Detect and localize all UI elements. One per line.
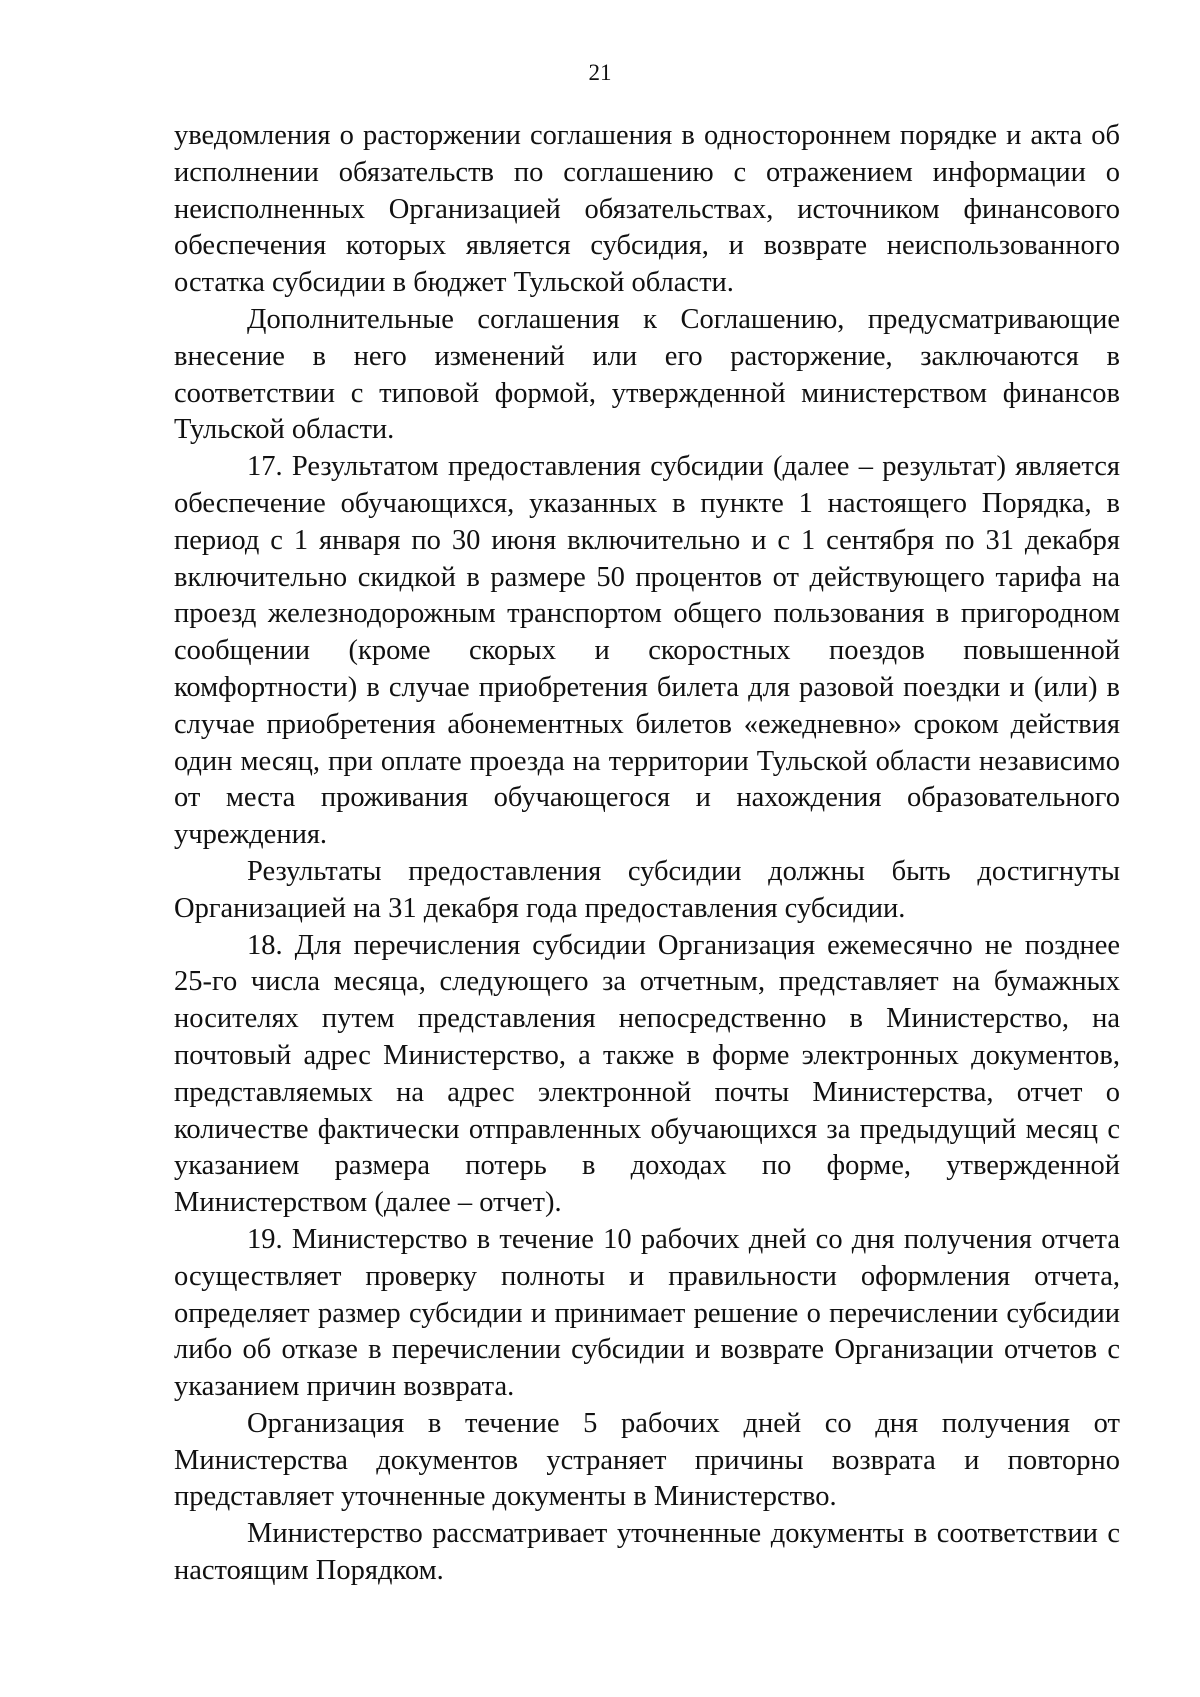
paragraph-additional-agreements: Дополнительные соглашения к Соглашению, предусматривающие внесение в него изменений или его расторжение, заключаются в соответствии с типовой формой, утвержденной министерством финансов Тульской области. <box>174 303 1120 446</box>
paragraph-continuation: уведомления о расторжении соглашения в одностороннем порядке и акта об исполнении обязательств по соглашению с отражением информации о неисполненных Организацией обязательствах, источником финансового обеспечения которых является субсидия, и возврате неиспользованного остатка субсидии в бюджет Тульской области. <box>174 120 1120 299</box>
page-number: 21 <box>588 60 612 85</box>
paragraph-reconsideration: Министерство рассматривает уточненные документы в соответствии с настоящим Порядком. <box>174 1518 1120 1587</box>
document-body <box>174 118 1120 1590</box>
paragraph-resubmission: Организация в течение 5 рабочих дней со дня получения от Министерства документов устраняет причины возврата и повторно представляет уточненные документы в Министерство. <box>174 1407 1120 1513</box>
paragraph-18-report: 18. Для перечисления субсидии Организация ежемесячно не позднее 25-го числа месяца, следующего за отчетным, представляет на бумажных носителях путем представления непосредственно в Министерство, на почтовый адрес Министерство, а также в форме электронных документов, представляемых на адрес электронной почты Министерства, отчет о количестве фактически отправленных обучающихся за предыдущий месяц с указанием размера потерь в доходах по форме, утвержденной Министерством (далее – отчет). <box>174 929 1120 1219</box>
paragraph-17-result: 17. Результатом предоставления субсидии (далее – результат) является обеспечение обучающихся, указанных в пункте 1 настоящего Порядка, в период с 1 января по 30 июня включительно и с 1 сентября по 31 декабря включительно скидкой в размере 50 процентов от действующего тарифа на проезд железнодорожным транспортом общего пользования в пригородном сообщении (кроме скорых и скоростных поездов повышенной комфортности) в случае приобретения билета для разовой поездки и (или) в случае приобретения абонементных билетов «ежедневно» сроком действия один месяц, при оплате проезда на территории Тульской области независимо от места проживания обучающегося и нахождения образовательного учреждения. <box>174 451 1120 851</box>
paragraph-results-deadline: Результаты предоставления субсидии должны быть достигнуты Организацией на 31 декабря года предоставления субсидии. <box>174 855 1120 924</box>
paragraph-19-review: 19. Министерство в течение 10 рабочих дней со дня получения отчета осуществляет проверку полноты и правильности оформления отчета, определяет размер субсидии и принимает решение о перечислении субсидии либо об отказе в перечислении субсидии и возврате Организации отчетов с указанием причин возврата. <box>174 1223 1120 1403</box>
